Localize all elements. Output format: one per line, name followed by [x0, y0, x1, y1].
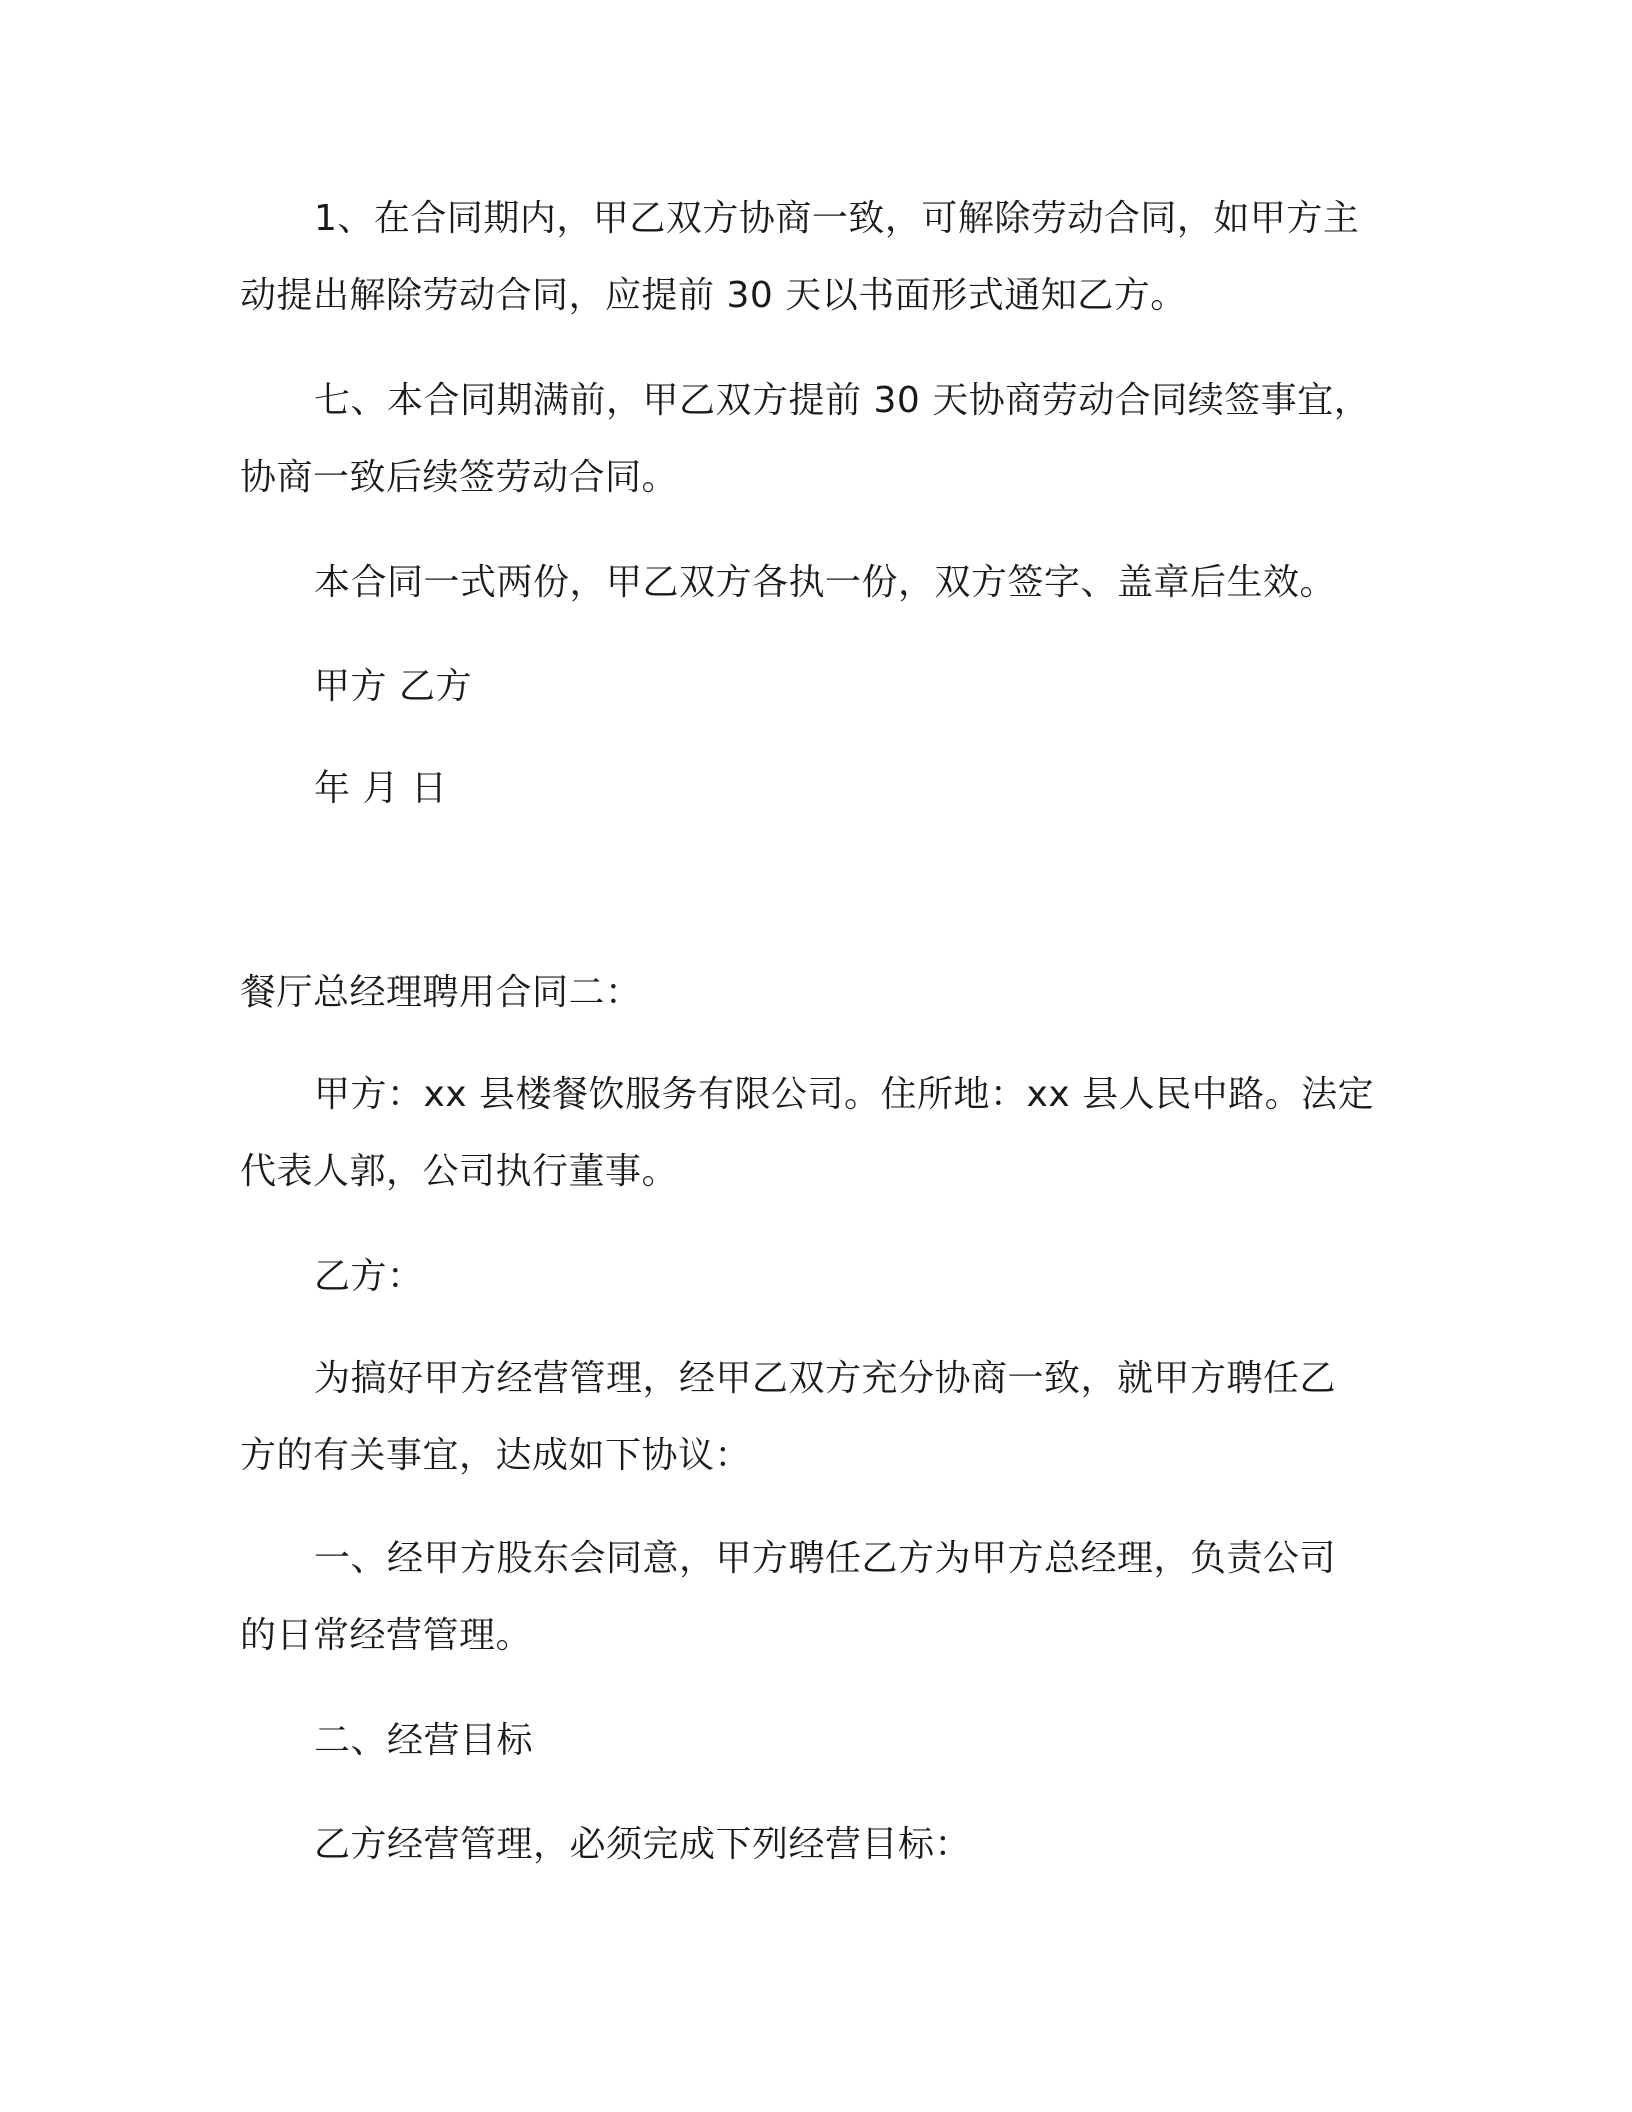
- text-line: 代表人郭，公司执行董事。: [240, 1151, 679, 1192]
- paragraph-item-2: [240, 1702, 1380, 1779]
- paragraph-item-1: [240, 1520, 1380, 1674]
- text-line: 甲方 乙方: [314, 666, 472, 707]
- text-line: 本合同一式两份，甲乙双方各执一份，双方签字、盖章后生效。: [314, 562, 1337, 603]
- paragraph-signatures: [240, 648, 1380, 725]
- paragraph-party-b: [240, 1238, 1380, 1315]
- text-line: 餐厅总经理聘用合同二：: [240, 972, 642, 1013]
- paragraph-party-a: [240, 1056, 1380, 1210]
- text-line: 二、经营目标: [314, 1720, 534, 1761]
- paragraph-intro: [240, 1340, 1380, 1494]
- text-line: 为搞好甲方经营管理，经甲乙双方充分协商一致，就甲方聘任乙: [314, 1358, 1337, 1399]
- text-line: 七、本合同期满前，甲乙双方提前 30 天协商劳动合同续签事宜，: [314, 380, 1371, 421]
- text-line: 一、经甲方股东会同意，甲方聘任乙方为甲方总经理，负责公司: [314, 1538, 1337, 1579]
- text-line: 的日常经营管理。: [240, 1615, 533, 1656]
- text-line: 甲方：xx 县楼餐饮服务有限公司。住所地：xx 县人民中路。法定: [314, 1074, 1375, 1115]
- paragraph-copies: [240, 544, 1380, 621]
- text-line: 方的有关事宜，达成如下协议：: [240, 1435, 752, 1476]
- text-line: 协商一致后续签劳动合同。: [240, 457, 679, 498]
- text-line: 乙方经营管理，必须完成下列经营目标：: [314, 1824, 972, 1865]
- text-line: 动提出解除劳动合同，应提前 30 天以书面形式通知乙方。: [240, 275, 1187, 316]
- text-line: 1、在合同期内，甲乙双方协商一致，可解除劳动合同，如甲方主: [314, 198, 1360, 239]
- paragraph-date: [240, 750, 1380, 827]
- section-title: [240, 954, 1380, 1031]
- text-line: 乙方：: [314, 1256, 424, 1297]
- text-line: 年 月 日: [314, 768, 448, 809]
- paragraph-clause-7: [240, 362, 1380, 516]
- paragraph-item-2-desc: [240, 1806, 1380, 1883]
- paragraph-clause-1: [240, 180, 1380, 334]
